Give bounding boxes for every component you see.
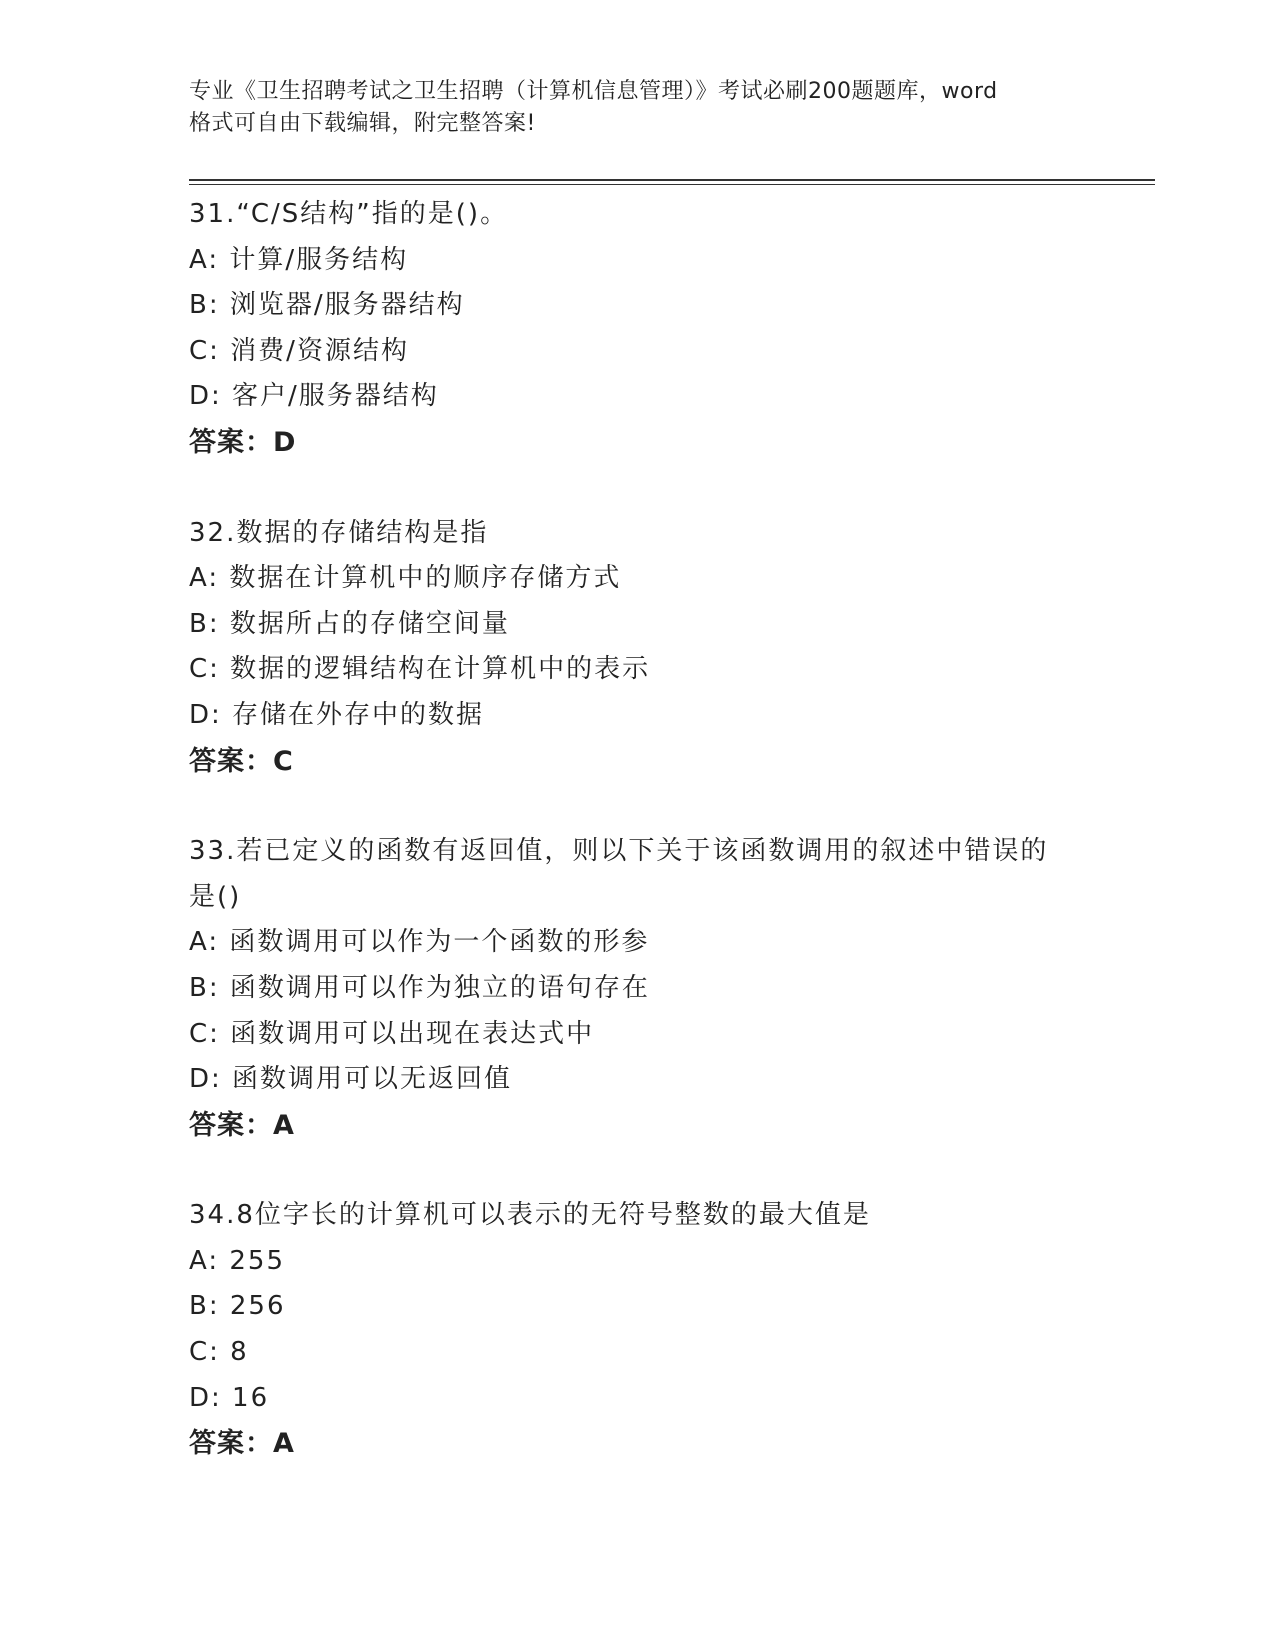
option-c: C: 数据的逻辑结构在计算机中的表示 bbox=[189, 654, 651, 685]
answer: 答案：C bbox=[189, 745, 294, 777]
option-d: D: 16 bbox=[189, 1382, 270, 1413]
option-b: B: 数据所占的存储空间量 bbox=[189, 608, 510, 639]
question-32 bbox=[189, 511, 1089, 785]
option-b: B: 256 bbox=[189, 1291, 286, 1322]
question-33 bbox=[189, 829, 1089, 1148]
question-31 bbox=[189, 192, 1089, 466]
option-a: A: 函数调用可以作为一个函数的形参 bbox=[189, 927, 650, 958]
option-b: B: 浏览器/服务器结构 bbox=[189, 290, 465, 321]
header-divider-thin bbox=[189, 184, 1155, 185]
option-c: C: 消费/资源结构 bbox=[189, 335, 409, 366]
question-stem bbox=[189, 829, 1089, 920]
question-stem-line-2: 是() bbox=[189, 881, 242, 912]
option-a: A: 255 bbox=[189, 1245, 285, 1276]
question-stem-line-1: 33.若已定义的函数有返回值，则以下关于该函数调用的叙述中错误的 bbox=[189, 836, 1049, 867]
option-b: B: 函数调用可以作为独立的语句存在 bbox=[189, 972, 650, 1003]
option-d: D: 存储在外存中的数据 bbox=[189, 699, 485, 730]
option-c: C: 8 bbox=[189, 1337, 249, 1368]
header-line-1: 专业《卫生招聘考试之卫生招聘（计算机信息管理）》考试必刷200题题库，word bbox=[189, 79, 998, 104]
document-header bbox=[189, 76, 1089, 140]
header-line-2: 格式可自由下载编辑，附完整答案! bbox=[189, 111, 536, 136]
question-spacer bbox=[189, 1148, 1089, 1193]
option-d: D: 函数调用可以无返回值 bbox=[189, 1064, 513, 1095]
question-list bbox=[189, 192, 1089, 1467]
option-d: D: 客户/服务器结构 bbox=[189, 381, 439, 412]
question-spacer bbox=[189, 466, 1089, 511]
header-divider-thick bbox=[189, 179, 1155, 181]
answer: 答案：D bbox=[189, 426, 297, 458]
question-spacer bbox=[189, 784, 1089, 829]
question-stem: 31.“C/S结构”指的是()。 bbox=[189, 199, 509, 229]
question-stem: 34.8位字长的计算机可以表示的无符号整数的最大值是 bbox=[189, 1200, 871, 1231]
option-a: A: 数据在计算机中的顺序存储方式 bbox=[189, 563, 622, 594]
answer: 答案：A bbox=[189, 1428, 295, 1460]
question-34 bbox=[189, 1193, 1089, 1467]
option-a: A: 计算/服务结构 bbox=[189, 244, 409, 275]
option-c: C: 函数调用可以出现在表达式中 bbox=[189, 1018, 595, 1049]
question-stem: 32.数据的存储结构是指 bbox=[189, 517, 489, 548]
answer: 答案：A bbox=[189, 1109, 295, 1141]
